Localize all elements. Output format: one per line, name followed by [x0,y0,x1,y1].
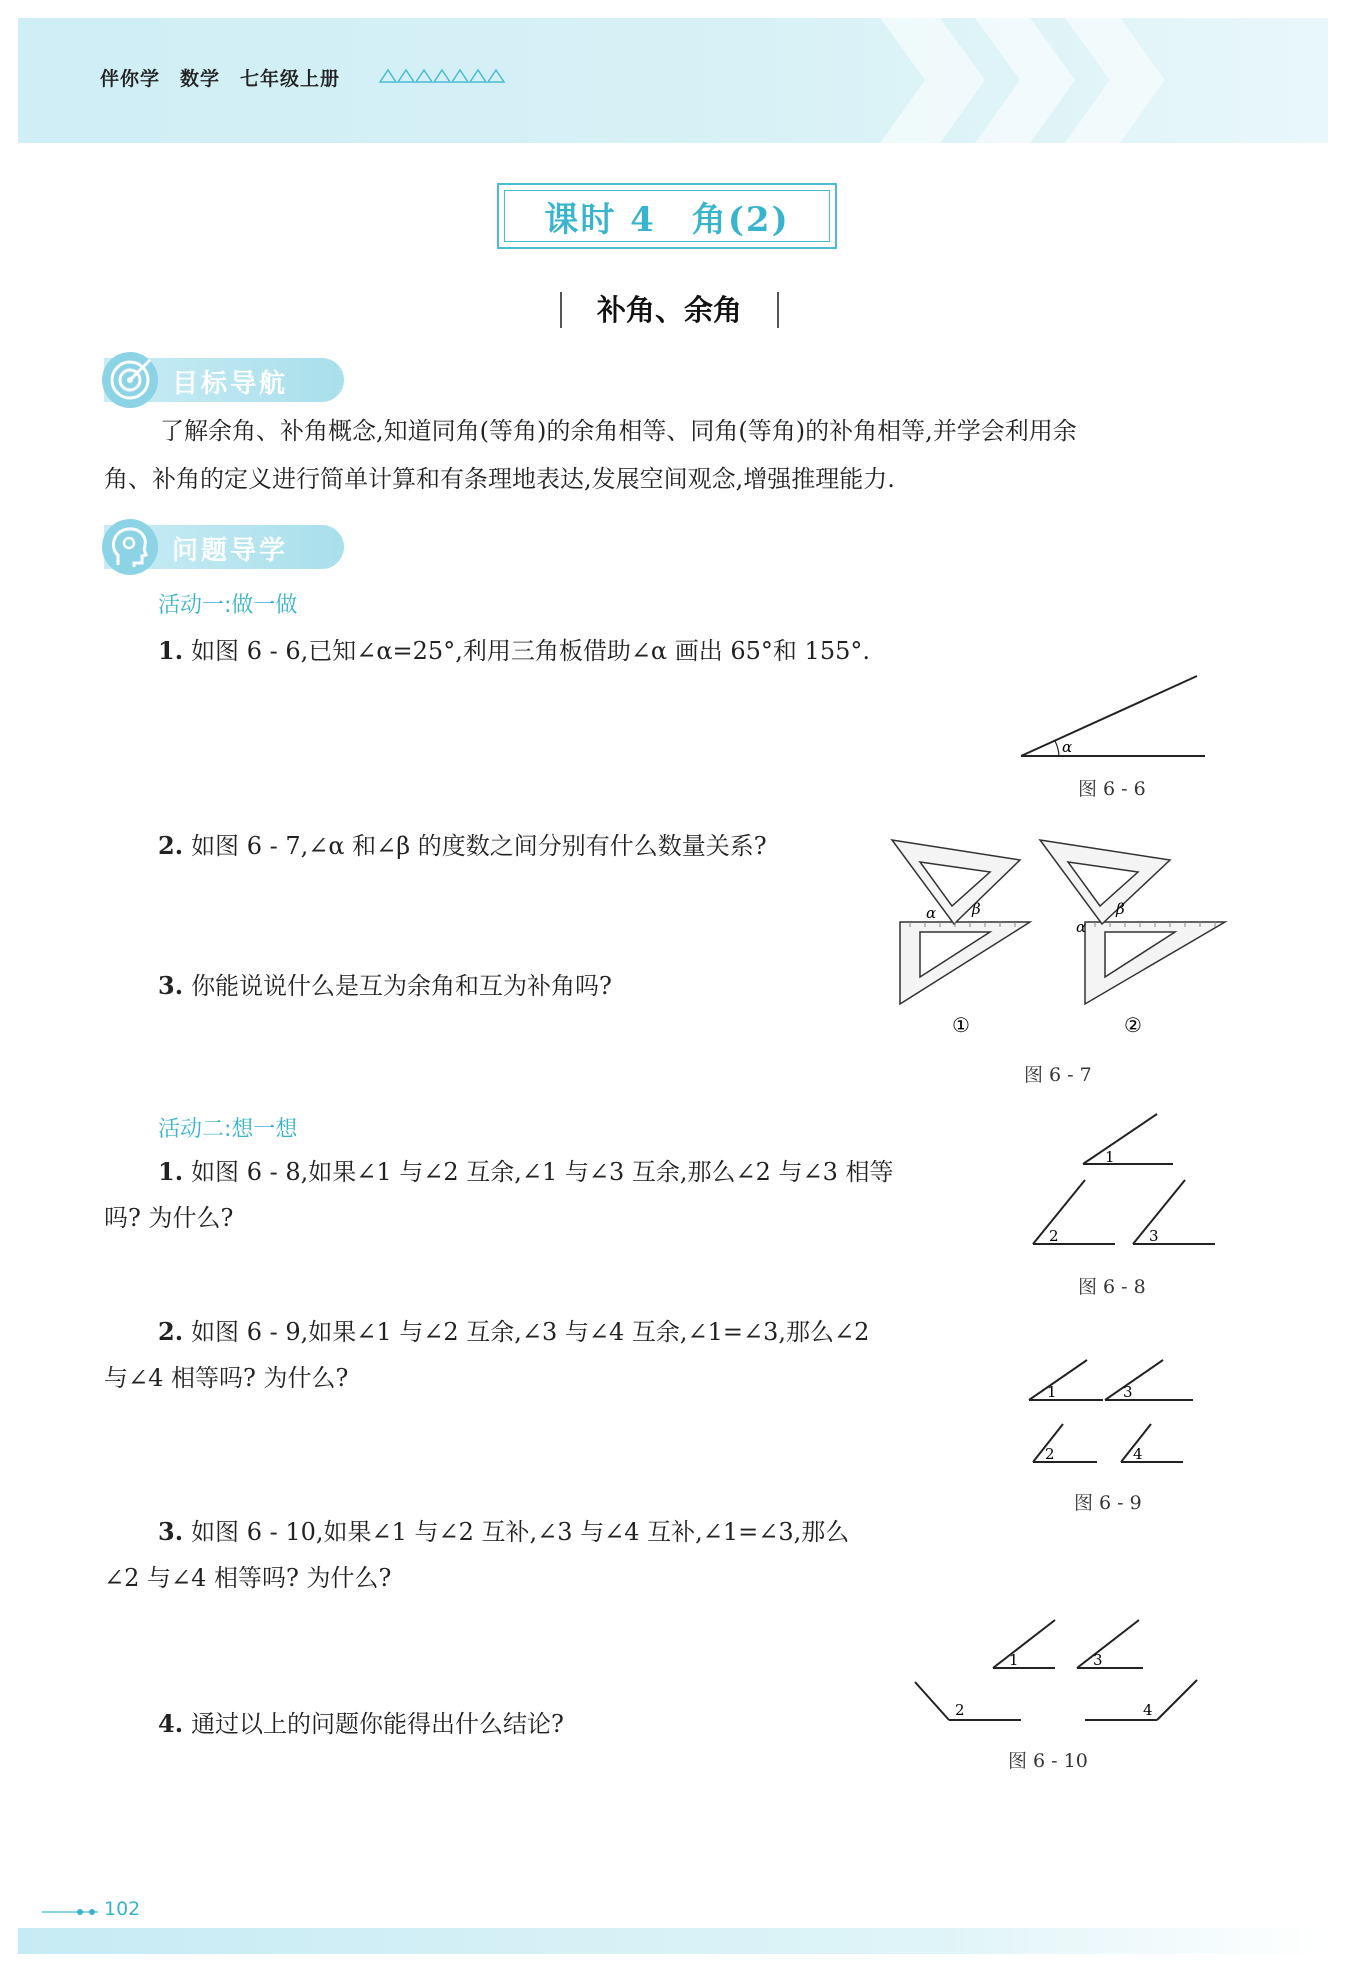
question-text: 通过以上的问题你能得出什么结论? [191,1710,564,1738]
angle3-label: 3 [1149,1227,1159,1245]
figure-6-9 [1025,1330,1225,1470]
goal-text-line1: 了解余角、补角概念,知道同角(等角)的余角相等、同角(等角)的补角相等,并学会利用余 [160,417,1077,445]
question-number: 1. [158,1157,184,1186]
alpha-label-2: α [1076,918,1087,936]
figure-6-6-caption: 图 6 - 6 [1078,778,1146,800]
book-title: 伴你学 数学 七年级上册 [100,68,341,90]
alpha-label-1: α [926,904,937,922]
angle2-label: 2 [1049,1227,1059,1245]
angle1-label: 1 [1047,1383,1057,1401]
question-number: 3. [158,971,184,1000]
figure-6-9-caption: 图 6 - 9 [1074,1492,1142,1514]
beta-label-2: β [1116,900,1125,918]
figure-6-7 [890,832,1230,1042]
figure-6-7-sub2: ② [1124,1013,1142,1037]
head-gear-icon [102,519,158,575]
figure-6-8 [1025,1108,1225,1258]
activity2-q2-line2: 与∠4 相等吗? 为什么? [104,1364,349,1392]
goal-tag-label: 目标导航 [172,369,289,399]
activity2-q3-line2: ∠2 与∠4 相等吗? 为什么? [104,1564,392,1592]
lesson-title: 课时 4 角(2) [504,190,830,242]
activity2-q4 [158,1700,564,1748]
angle1-label: 1 [1009,1651,1019,1669]
triangle-row-icon [378,66,518,86]
footer-band [18,1928,1328,1954]
angle1-label: 1 [1105,1148,1115,1166]
arrow-icon [40,1905,100,1919]
figure-6-10 [905,1610,1205,1730]
question-number: 2. [158,831,184,860]
figure-6-7-caption: 图 6 - 7 [1024,1064,1092,1086]
figure-6-8-caption: 图 6 - 8 [1078,1276,1146,1298]
question-text: 如图 6 - 8,如果∠1 与∠2 互余,∠1 与∠3 互余,那么∠2 与∠3 相等 [191,1158,894,1186]
alpha-label: α [1062,738,1073,756]
activity1-q1 [158,627,870,675]
figure-6-7-sub1: ① [952,1013,970,1037]
question-number: 1. [158,636,184,665]
angle3-label: 3 [1093,1651,1103,1669]
question-number: 2. [158,1317,184,1346]
activity2-q1-line1 [158,1148,894,1196]
question-text: 如图 6 - 7,∠α 和∠β 的度数之间分别有什么数量关系? [191,832,767,860]
angle2-label: 2 [1045,1445,1055,1463]
question-text: 你能说说什么是互为余角和互为补角吗? [191,972,612,1000]
figure-6-10-caption: 图 6 - 10 [1008,1750,1088,1772]
activity1-q3 [158,962,612,1010]
guide-tag-label: 问题导学 [172,536,289,566]
question-text: 如图 6 - 10,如果∠1 与∠2 互补,∠3 与∠4 互补,∠1=∠3,那么 [191,1518,850,1546]
angle2-label: 2 [955,1701,965,1719]
question-number: 3. [158,1517,184,1546]
angle3-label: 3 [1123,1383,1133,1401]
page-number: 102 [104,1898,141,1920]
goal-text-line2: 角、补角的定义进行简单计算和有条理地表达,发展空间观念,增强推理能力. [104,465,895,493]
activity2-q2-line1 [158,1308,869,1356]
activity2-title: 活动二:想一想 [158,1117,298,1142]
question-text: 如图 6 - 9,如果∠1 与∠2 互余,∠3 与∠4 互余,∠1=∠3,那么∠2 [191,1318,870,1346]
target-icon [102,352,158,408]
section-title: 补角、余角 [560,292,779,328]
question-text: 如图 6 - 6,已知∠α=25°,利用三角板借助∠α 画出 65°和 155°. [191,637,870,665]
chevron-decoration [880,18,1300,143]
beta-label-1: β [972,900,981,918]
lesson-title-box [497,183,837,249]
activity1-title: 活动一:做一做 [158,593,298,618]
angle4-label: 4 [1143,1701,1153,1719]
figure-6-6 [1015,668,1215,760]
activity2-q1-line2: 吗? 为什么? [104,1204,234,1232]
activity2-q3-line1 [158,1508,849,1556]
question-number: 4. [158,1709,184,1738]
angle4-label: 4 [1133,1445,1143,1463]
activity1-q2 [158,822,767,870]
